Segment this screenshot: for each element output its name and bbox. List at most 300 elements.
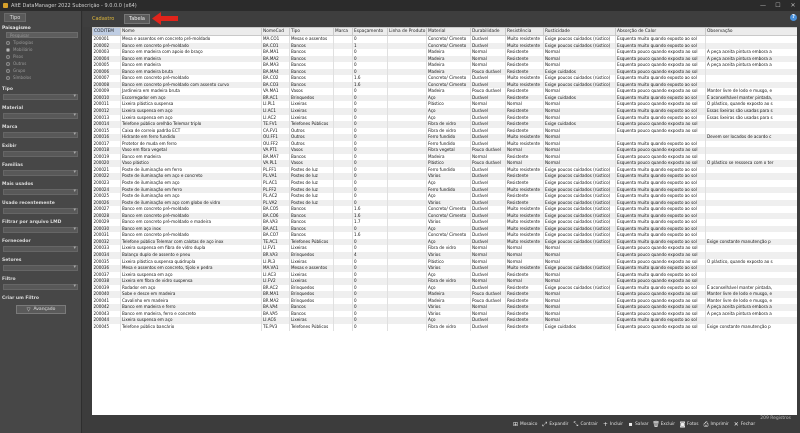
table-cell[interactable]: O plástico se ressseca com o ter: [706, 160, 798, 167]
table-cell[interactable]: BR.AC2: [262, 285, 290, 292]
column-header[interactable]: Tipo: [290, 28, 334, 36]
table-cell[interactable]: [334, 36, 353, 43]
table-cell[interactable]: Brinquedos: [290, 252, 334, 259]
table-cell[interactable]: 0: [353, 304, 388, 311]
table-cell[interactable]: BA.MA4: [262, 69, 290, 76]
table-cell[interactable]: BR.AC1: [262, 95, 290, 102]
table-cell[interactable]: Lixeiras: [290, 317, 334, 324]
table-cell[interactable]: Exige poucos cuidados (rústico): [544, 226, 616, 233]
table-cell[interactable]: [334, 324, 353, 331]
table-cell[interactable]: Exige cuidados: [544, 324, 616, 331]
table-cell[interactable]: LI.AC3: [262, 272, 290, 279]
table-cell[interactable]: Esquenta pouco quando exposto ao sol: [616, 128, 706, 135]
table-cell[interactable]: Fibra de vidro: [427, 245, 471, 252]
table-cell[interactable]: Vasos: [290, 147, 334, 154]
table-cell[interactable]: Vasos: [290, 88, 334, 95]
table-cell[interactable]: 0: [353, 200, 388, 207]
table-cell[interactable]: Lixeira plástica suspensa quádrupla: [121, 259, 262, 266]
table-cell[interactable]: Aço: [427, 193, 471, 200]
table-cell[interactable]: Banco em concreto pré-moldado: [121, 213, 262, 220]
table-cell[interactable]: Resistente: [506, 69, 544, 76]
table-cell[interactable]: Esquenta muito quando exposto ao sol: [616, 75, 706, 82]
table-cell[interactable]: Esquenta muito quando exposto ao sol: [616, 272, 706, 279]
table-cell[interactable]: Esquenta pouco quando exposto ao sol: [616, 88, 706, 95]
table-cell[interactable]: Exige constante manutenção p: [706, 324, 798, 331]
table-cell[interactable]: Esquenta pouco quando exposto ao sol: [616, 56, 706, 63]
table-cell[interactable]: Resistente: [506, 121, 544, 128]
table-cell[interactable]: LI.FV1: [262, 245, 290, 252]
table-cell[interactable]: Normal: [544, 278, 616, 285]
table-cell[interactable]: Esquenta muito quando exposto ao sol: [616, 180, 706, 187]
table-cell[interactable]: 0: [353, 49, 388, 56]
table-cell[interactable]: Normal: [471, 311, 506, 318]
table-cell[interactable]: PL.VA2: [262, 200, 290, 207]
table-cell[interactable]: Protetor de muda em ferro: [121, 141, 262, 148]
table-cell[interactable]: Esquenta muito quando exposto ao sol: [616, 187, 706, 194]
table-cell[interactable]: BA.CO5: [262, 206, 290, 213]
table-cell[interactable]: Durável: [471, 265, 506, 272]
table-cell[interactable]: 0: [353, 226, 388, 233]
table-cell[interactable]: O plástico, quando exposto ao s: [706, 101, 798, 108]
table-cell[interactable]: 0: [353, 324, 388, 331]
table-cell[interactable]: BA.MA2: [262, 56, 290, 63]
table-cell[interactable]: 200005: [93, 62, 121, 69]
table-cell[interactable]: Lixeira suspensa em aço: [121, 108, 262, 115]
table-cell[interactable]: TE.PV3: [262, 324, 290, 331]
table-cell[interactable]: Muito resistente: [506, 134, 544, 141]
table-cell[interactable]: Vários: [427, 304, 471, 311]
type-option[interactable]: [2, 39, 79, 46]
table-cell[interactable]: Poste de iluminação em aço com globo de vidro: [121, 200, 262, 207]
table-cell[interactable]: Madeira: [427, 56, 471, 63]
table-cell[interactable]: Normal: [471, 252, 506, 259]
table-cell[interactable]: Normal: [471, 62, 506, 69]
table-cell[interactable]: Resistente: [506, 128, 544, 135]
table-cell[interactable]: Ferro fundido: [427, 167, 471, 174]
table-cell[interactable]: 200039: [93, 285, 121, 292]
table-cell[interactable]: 200041: [93, 298, 121, 305]
table-cell[interactable]: Exige poucos cuidados (rústico): [544, 43, 616, 50]
table-cell[interactable]: Exige poucos cuidados (rústico): [544, 193, 616, 200]
table-cell[interactable]: Lixeira em fibra de vidro suspensa: [121, 278, 262, 285]
table-cell[interactable]: 0: [353, 160, 388, 167]
table-cell[interactable]: LI.FV2: [262, 278, 290, 285]
table-cell[interactable]: Vaso plástico: [121, 160, 262, 167]
table-cell[interactable]: Muito resistente: [506, 82, 544, 89]
incluir-button[interactable]: [602, 420, 623, 430]
contrair-button[interactable]: [572, 420, 597, 430]
table-cell[interactable]: Bancos: [290, 206, 334, 213]
table-cell[interactable]: 200034: [93, 252, 121, 259]
table-cell[interactable]: 0: [353, 69, 388, 76]
table-cell[interactable]: Esquenta muito quando exposto ao sol: [616, 226, 706, 233]
table-cell[interactable]: Durável: [471, 324, 506, 331]
table-cell[interactable]: Poste de iluminação em aço: [121, 180, 262, 187]
table-cell[interactable]: Resistente: [506, 108, 544, 115]
table-cell[interactable]: 200006: [93, 69, 121, 76]
table-cell[interactable]: Brinquedos: [290, 291, 334, 298]
table-cell[interactable]: Banco em madeira: [121, 154, 262, 161]
excluir-button[interactable]: [653, 420, 675, 430]
table-cell[interactable]: 200010: [93, 95, 121, 102]
table-cell[interactable]: Bancos: [290, 304, 334, 311]
type-option[interactable]: [2, 74, 79, 81]
table-cell[interactable]: Esquenta muito quando exposto ao sol: [616, 173, 706, 180]
table-cell[interactable]: Muito resistente: [506, 226, 544, 233]
table-cell[interactable]: BA.VA3: [262, 219, 290, 226]
table-cell[interactable]: PL.VA1: [262, 173, 290, 180]
table-cell[interactable]: [388, 36, 427, 43]
table-cell[interactable]: Banco em aço inox: [121, 226, 262, 233]
table-cell[interactable]: Aço: [427, 285, 471, 292]
table-cell[interactable]: Exige poucos cuidados (rústico): [544, 285, 616, 292]
type-option[interactable]: [2, 67, 79, 74]
table-cell[interactable]: LI.PL1: [262, 101, 290, 108]
filter-dropdown[interactable]: [3, 132, 78, 138]
column-header[interactable]: NomeCod: [262, 28, 290, 36]
table-cell[interactable]: 200003: [93, 49, 121, 56]
table-cell[interactable]: Muito resistente: [506, 232, 544, 239]
table-cell[interactable]: LI.AC6: [262, 317, 290, 324]
table-cell[interactable]: Vasos: [290, 160, 334, 167]
table-cell[interactable]: Brinquedos: [290, 95, 334, 102]
table-cell[interactable]: Esquenta muito quando exposto ao sol: [616, 141, 706, 148]
filter-dropdown[interactable]: [3, 113, 78, 119]
table-cell[interactable]: Aço: [427, 180, 471, 187]
type-option[interactable]: [2, 46, 79, 53]
table-cell[interactable]: Fibra de vidro: [427, 121, 471, 128]
table-cell[interactable]: Postes de luz: [290, 187, 334, 194]
table-cell[interactable]: Plástico: [427, 101, 471, 108]
table-cell[interactable]: Bancos: [290, 219, 334, 226]
column-header[interactable]: Marca: [334, 28, 353, 36]
table-cell[interactable]: 0: [353, 245, 388, 252]
column-header[interactable]: Nome: [121, 28, 262, 36]
table-cell[interactable]: 200009: [93, 88, 121, 95]
table-cell[interactable]: Resistente: [506, 285, 544, 292]
table-cell[interactable]: Telefones Públicos: [290, 239, 334, 246]
table-cell[interactable]: 200042: [93, 304, 121, 311]
table-cell[interactable]: Concreto/ Cimento: [427, 206, 471, 213]
table-cell[interactable]: Esquenta pouco quando exposto ao sol: [616, 160, 706, 167]
table-cell[interactable]: Esquenta pouco quando exposto ao sol: [616, 291, 706, 298]
table-cell[interactable]: 0: [353, 121, 388, 128]
table-cell[interactable]: Banco em madeira e ferro: [121, 304, 262, 311]
table-cell[interactable]: Sobe e desce em madeira: [121, 291, 262, 298]
table-cell[interactable]: Plástico: [427, 259, 471, 266]
table-cell[interactable]: Durável: [471, 43, 506, 50]
table-cell[interactable]: Durável: [471, 193, 506, 200]
table-row[interactable]: [93, 121, 798, 128]
table-cell[interactable]: Caixa de correio padrão ECT: [121, 128, 262, 135]
table-cell[interactable]: Concreto/ Cimento: [427, 213, 471, 220]
table-cell[interactable]: Esquenta pouco quando exposto ao sol: [616, 278, 706, 285]
table-cell[interactable]: [388, 324, 427, 331]
table-cell[interactable]: Bancos: [290, 69, 334, 76]
table-row[interactable]: [93, 36, 798, 43]
table-cell[interactable]: Fibra vegetal: [427, 147, 471, 154]
filter-dropdown[interactable]: [3, 227, 78, 233]
table-cell[interactable]: 1.7: [353, 219, 388, 226]
table-cell[interactable]: Resistente: [506, 317, 544, 324]
table-cell[interactable]: Normal: [544, 62, 616, 69]
table-cell[interactable]: Esquenta muito quando exposto ao sol: [616, 219, 706, 226]
table-cell[interactable]: Resistente: [506, 49, 544, 56]
table-cell[interactable]: 0: [353, 115, 388, 122]
table-cell[interactable]: Esquenta muito quando exposto ao sol: [616, 108, 706, 115]
table-cell[interactable]: 200033: [93, 245, 121, 252]
table-cell[interactable]: Lixeiras: [290, 101, 334, 108]
table-cell[interactable]: Bancos: [290, 226, 334, 233]
table-cell[interactable]: 200032: [93, 239, 121, 246]
table-cell[interactable]: Esquenta muito quando exposto ao sol: [616, 43, 706, 50]
table-cell[interactable]: Durável: [471, 36, 506, 43]
table-cell[interactable]: Aço: [427, 226, 471, 233]
table-cell[interactable]: Exige constante manutenção p: [706, 239, 798, 246]
table-cell[interactable]: 0: [353, 285, 388, 292]
table-cell[interactable]: Exige poucos cuidados (rústico): [544, 206, 616, 213]
table-cell[interactable]: Concreto/ Cimento: [427, 75, 471, 82]
table-cell[interactable]: Normal: [544, 147, 616, 154]
type-option[interactable]: [2, 60, 79, 67]
table-cell[interactable]: Telefones Públicos: [290, 121, 334, 128]
table-cell[interactable]: Normal: [544, 134, 616, 141]
table-cell[interactable]: Poste de iluminação em aço e concreto: [121, 173, 262, 180]
table-cell[interactable]: 200025: [93, 193, 121, 200]
table-cell[interactable]: Mesa e assentos em concreto, tijolo e pedra: [121, 265, 262, 272]
table-cell[interactable]: 200021: [93, 167, 121, 174]
table-cell[interactable]: Normal: [471, 49, 506, 56]
table-row[interactable]: [93, 245, 798, 252]
table-cell[interactable]: Exige poucos cuidados (rústico): [544, 200, 616, 207]
table-cell[interactable]: Esquenta muito quando exposto ao sol: [616, 167, 706, 174]
table-cell[interactable]: 200037: [93, 272, 121, 279]
table-cell[interactable]: Normal: [506, 147, 544, 154]
table-cell[interactable]: Esquenta muito quando exposto ao sol: [616, 95, 706, 102]
table-cell[interactable]: Postes de luz: [290, 193, 334, 200]
table-cell[interactable]: Essas lixeiras são usadas para s: [706, 115, 798, 122]
table-cell[interactable]: Muito resistente: [506, 75, 544, 82]
table-cell[interactable]: Esquenta muito quando exposto ao sol: [616, 36, 706, 43]
table-cell[interactable]: Aço: [427, 272, 471, 279]
palette-search-input[interactable]: Pesquisar: [6, 32, 78, 38]
radio-icon[interactable]: [6, 69, 10, 73]
table-cell[interactable]: Vaso em fibra vegetal: [121, 147, 262, 154]
table-cell[interactable]: BR.MA1: [262, 291, 290, 298]
table-cell[interactable]: Essas lixeiras são usadas para s: [706, 108, 798, 115]
table-cell[interactable]: Durável: [471, 213, 506, 220]
table-cell[interactable]: Madeira: [427, 88, 471, 95]
table-cell[interactable]: Resistente: [506, 173, 544, 180]
table-cell[interactable]: BR.MA2: [262, 298, 290, 305]
table-cell[interactable]: BA.VA5: [262, 311, 290, 318]
table-cell[interactable]: Normal: [544, 154, 616, 161]
table-cell[interactable]: 0: [353, 128, 388, 135]
table-cell[interactable]: 200019: [93, 154, 121, 161]
table-cell[interactable]: 200035: [93, 259, 121, 266]
table-cell[interactable]: BA.VA4: [262, 304, 290, 311]
table-cell[interactable]: Banco em concreto pré-moldado: [121, 206, 262, 213]
table-cell[interactable]: Vários: [427, 265, 471, 272]
table-cell[interactable]: 200017: [93, 141, 121, 148]
filter-dropdown[interactable]: [3, 151, 78, 157]
table-cell[interactable]: Normal: [506, 259, 544, 266]
table-cell[interactable]: Durável: [471, 226, 506, 233]
table-cell[interactable]: Aço: [427, 239, 471, 246]
table-cell[interactable]: TE.AC1: [262, 239, 290, 246]
table-cell[interactable]: Normal: [544, 298, 616, 305]
table-cell[interactable]: Postes de luz: [290, 173, 334, 180]
table-cell[interactable]: Resistente: [506, 180, 544, 187]
table-cell[interactable]: Manter livre de lodo e musgo, e: [706, 298, 798, 305]
table-cell[interactable]: Normal: [544, 141, 616, 148]
table-cell[interactable]: Durável: [471, 206, 506, 213]
table-cell[interactable]: Exige poucos cuidados (rústico): [544, 239, 616, 246]
column-header[interactable]: Durabilidade: [471, 28, 506, 36]
table-cell[interactable]: Vários: [427, 173, 471, 180]
filter-dropdown[interactable]: [3, 265, 78, 271]
table-cell[interactable]: CA.FV1: [262, 128, 290, 135]
table-cell[interactable]: Durável: [471, 134, 506, 141]
table-cell[interactable]: 200016: [93, 134, 121, 141]
table-cell[interactable]: Brinquedos: [290, 285, 334, 292]
minimize-button[interactable]: —: [760, 2, 766, 9]
table-cell[interactable]: Pouco durável: [471, 147, 506, 154]
table-cell[interactable]: 200011: [93, 101, 121, 108]
table-cell[interactable]: BA.MA1: [262, 49, 290, 56]
table-cell[interactable]: 0: [353, 278, 388, 285]
radio-icon[interactable]: [6, 55, 10, 59]
table-cell[interactable]: Resistente: [506, 291, 544, 298]
table-cell[interactable]: TE.FV1: [262, 121, 290, 128]
table-cell[interactable]: Aço: [427, 95, 471, 102]
table-cell[interactable]: Mesas e assentos: [290, 265, 334, 272]
type-option[interactable]: [2, 53, 79, 60]
table-cell[interactable]: VA.PL1: [262, 160, 290, 167]
table-cell[interactable]: Normal: [544, 304, 616, 311]
table-cell[interactable]: Normal: [544, 56, 616, 63]
table-cell[interactable]: Esquenta pouco quando exposto ao sol: [616, 259, 706, 266]
table-cell[interactable]: 0: [353, 88, 388, 95]
table-cell[interactable]: Exige poucos cuidados (rústico): [544, 219, 616, 226]
table-cell[interactable]: 0: [353, 56, 388, 63]
table-cell[interactable]: Plástico: [427, 160, 471, 167]
table-cell[interactable]: LI.PL3: [262, 259, 290, 266]
table-cell[interactable]: BA.CO6: [262, 213, 290, 220]
table-cell[interactable]: Poste de iluminação em aço: [121, 193, 262, 200]
table-cell[interactable]: Poste de iluminação em ferro: [121, 187, 262, 194]
table-cell[interactable]: Esquenta muito quando exposto ao sol: [616, 115, 706, 122]
table-cell[interactable]: Aço: [427, 317, 471, 324]
table-cell[interactable]: Normal: [506, 245, 544, 252]
table-cell[interactable]: Devem ser locados de acordo c: [706, 134, 798, 141]
table-cell[interactable]: 200029: [93, 219, 121, 226]
filter-dropdown[interactable]: [3, 189, 78, 195]
table-cell[interactable]: Durável: [471, 317, 506, 324]
table-cell[interactable]: PL.AC2: [262, 193, 290, 200]
table-cell[interactable]: Mesas e assentos: [290, 36, 334, 43]
table-cell[interactable]: Normal: [544, 252, 616, 259]
table-cell[interactable]: Lixeira suspensa em aço: [121, 272, 262, 279]
table-cell[interactable]: Bancos: [290, 82, 334, 89]
table-cell[interactable]: Lixeiras: [290, 272, 334, 279]
table-cell[interactable]: 0: [353, 95, 388, 102]
table-cell[interactable]: 0: [353, 167, 388, 174]
table-cell[interactable]: 200015: [93, 128, 121, 135]
table-cell[interactable]: Durável: [471, 239, 506, 246]
table-cell[interactable]: Resistente: [506, 88, 544, 95]
table-cell[interactable]: A peça aceita pintura embora a: [706, 62, 798, 69]
table-cell[interactable]: 1.6: [353, 82, 388, 89]
table-cell[interactable]: Bancos: [290, 56, 334, 63]
table-cell[interactable]: Normal: [471, 304, 506, 311]
table-cell[interactable]: Esquenta muito quando exposto ao sol: [616, 193, 706, 200]
table-cell[interactable]: Banco em concreto pré-moldado: [121, 43, 262, 50]
table-cell[interactable]: Resistente: [506, 200, 544, 207]
table-cell[interactable]: Postes de luz: [290, 200, 334, 207]
table-cell[interactable]: 0: [353, 272, 388, 279]
table-cell[interactable]: Esquenta pouco quando exposto ao sol: [616, 298, 706, 305]
table-cell[interactable]: Resistente: [506, 324, 544, 331]
table-cell[interactable]: Banco em concreto pré-moldado: [121, 75, 262, 82]
table-cell[interactable]: Lixeiras: [290, 259, 334, 266]
table-cell[interactable]: Concreto/ Cimento: [427, 232, 471, 239]
table-cell[interactable]: 200045: [93, 324, 121, 331]
table-cell[interactable]: MA.VA1: [262, 265, 290, 272]
table-cell[interactable]: Pouco durável: [471, 291, 506, 298]
table-cell[interactable]: Normal: [544, 101, 616, 108]
table-cell[interactable]: Esquenta pouco quando exposto ao sol: [616, 101, 706, 108]
table-cell[interactable]: 4: [353, 252, 388, 259]
table-cell[interactable]: Outros: [290, 134, 334, 141]
table-cell[interactable]: Resistente: [506, 311, 544, 318]
table-cell[interactable]: Normal: [506, 160, 544, 167]
table-cell[interactable]: Resistente: [506, 56, 544, 63]
tab-cadastro[interactable]: Cadastro: [92, 16, 115, 22]
table-cell[interactable]: Durável: [471, 219, 506, 226]
table-cell[interactable]: Exige poucos cuidados (rústico): [544, 180, 616, 187]
table-cell[interactable]: 200018: [93, 147, 121, 154]
table-cell[interactable]: Esquenta pouco quando exposto ao sol: [616, 245, 706, 252]
table-cell[interactable]: Normal: [506, 278, 544, 285]
table-cell[interactable]: 0: [353, 147, 388, 154]
table-cell[interactable]: Lixeiras: [290, 108, 334, 115]
table-cell[interactable]: Normal: [506, 101, 544, 108]
table-cell[interactable]: Muito resistente: [506, 239, 544, 246]
table-cell[interactable]: Exige poucos cuidados (rústico): [544, 265, 616, 272]
table-cell[interactable]: Durável: [471, 200, 506, 207]
salvar-button[interactable]: [627, 420, 649, 430]
table-cell[interactable]: Banco em madeira: [121, 62, 262, 69]
table-cell[interactable]: Normal: [471, 245, 506, 252]
table-cell[interactable]: Bancos: [290, 43, 334, 50]
table-cell[interactable]: Resistente: [506, 115, 544, 122]
table-cell[interactable]: Cavalinho em madeira: [121, 298, 262, 305]
radio-icon[interactable]: [6, 62, 10, 66]
table-cell[interactable]: Normal: [471, 259, 506, 266]
table-cell[interactable]: Durável: [471, 173, 506, 180]
table-cell[interactable]: 200020: [93, 160, 121, 167]
column-header[interactable]: CODITEM: [93, 28, 121, 36]
table-cell[interactable]: Exige poucos cuidados (rústico): [544, 36, 616, 43]
table-cell[interactable]: Durável: [471, 82, 506, 89]
table-cell[interactable]: Exige cuidados: [544, 69, 616, 76]
column-header[interactable]: Absorção de Calor: [616, 28, 706, 36]
table-cell[interactable]: Vários: [427, 219, 471, 226]
table-cell[interactable]: 200008: [93, 82, 121, 89]
table-cell[interactable]: 1.6: [353, 206, 388, 213]
table-cell[interactable]: 0: [353, 298, 388, 305]
